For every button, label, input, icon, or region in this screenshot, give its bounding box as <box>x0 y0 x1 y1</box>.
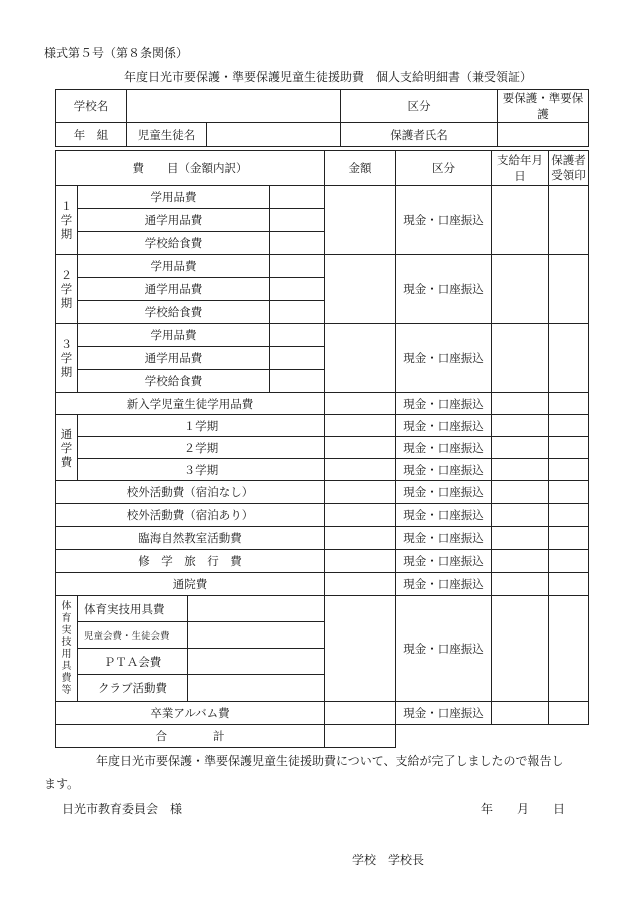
school-name-label: 学校名 <box>56 90 127 123</box>
new-enrollment-date[interactable] <box>492 393 549 415</box>
term-1-item-school-supplies: 学用品費 <box>78 186 270 209</box>
total-blank <box>396 725 589 748</box>
col-category-header: 区分 <box>396 151 492 186</box>
student-council-fee-amount-cell[interactable] <box>188 622 325 649</box>
outdoor-stay-amount[interactable] <box>325 504 396 527</box>
term-1-amount-cell[interactable] <box>270 232 325 255</box>
term-3-amount-cell[interactable] <box>270 370 325 393</box>
term-2-amount-cell[interactable] <box>270 301 325 324</box>
school-trip-item: 修 学 旅 行 費 <box>56 550 325 573</box>
term-1-seal[interactable] <box>549 186 589 255</box>
graduation-album-date[interactable] <box>492 702 549 725</box>
seaside-item: 臨海自然教室活動費 <box>56 527 325 550</box>
addressee: 日光市教育委員会 様 <box>62 802 183 816</box>
term-3-amount-cell[interactable] <box>270 347 325 370</box>
outdoor-no-stay-date[interactable] <box>492 481 549 504</box>
form-number: 様式第５号（第８条関係） <box>44 46 189 60</box>
col-item-header: 費 目（金額内訳） <box>56 151 325 186</box>
term-3-label: ３ 学 期 <box>56 324 78 393</box>
report-text-line-1: 年度日光市要保護・準要保護児童生徒援助費について、支給が完了しましたので報告し <box>96 754 564 768</box>
term-1-payment-method: 現金・口座振込 <box>396 186 492 255</box>
term-3-amount-cell[interactable] <box>270 324 325 347</box>
term-3-item-school-lunch: 学校給食費 <box>78 370 270 393</box>
pta-fee-item: ＰＴＡ会費 <box>78 649 188 675</box>
commute-term-3-amount[interactable] <box>325 459 396 481</box>
student-council-fee-item: 児童会費・生徒会費 <box>78 622 188 649</box>
commute-term-3: ３学期 <box>78 459 325 481</box>
term-2-item-school-supplies: 学用品費 <box>78 255 270 278</box>
outdoor-no-stay-amount[interactable] <box>325 481 396 504</box>
commute-term-2-payment-method: 現金・口座振込 <box>396 437 492 459</box>
school-trip-date[interactable] <box>492 550 549 573</box>
commute-term-2-amount[interactable] <box>325 437 396 459</box>
outdoor-no-stay-seal[interactable] <box>549 481 589 504</box>
new-enrollment-amount[interactable] <box>325 393 396 415</box>
club-activity-item: クラブ活動費 <box>78 675 188 702</box>
commute-term-1-amount[interactable] <box>325 415 396 437</box>
new-enrollment-item: 新入学児童生徒学用品費 <box>56 393 325 415</box>
term-2-payment-method: 現金・口座振込 <box>396 255 492 324</box>
term-2-amount-cell[interactable] <box>270 278 325 301</box>
pe-equipment-amount-cell[interactable] <box>188 596 325 622</box>
total-amount[interactable] <box>325 725 396 748</box>
outdoor-no-stay-item: 校外活動費（宿泊なし） <box>56 481 325 504</box>
term-2-date[interactable] <box>492 255 549 324</box>
hospital-date[interactable] <box>492 573 549 596</box>
graduation-album-seal[interactable] <box>549 702 589 725</box>
student-name-field[interactable] <box>207 123 341 147</box>
form-title: 年度日光市要保護・準要保護児童生徒援助費 個人支給明細書（兼受領証） <box>124 70 533 84</box>
col-amount-header: 金額 <box>325 151 396 186</box>
graduation-album-amount[interactable] <box>325 702 396 725</box>
term-1-item-commute-supplies: 通学用品費 <box>78 209 270 232</box>
main-table <box>55 150 589 748</box>
term-1-amount-cell[interactable] <box>270 209 325 232</box>
pe-equipment-item: 体育実技用具費 <box>78 596 188 622</box>
commute-term-1-seal[interactable] <box>549 415 589 437</box>
pe-label: 体 育 実 技 用 具 費 等 <box>56 596 78 702</box>
term-3-item-school-supplies: 学用品費 <box>78 324 270 347</box>
term-1-amount-cell[interactable] <box>270 186 325 209</box>
graduation-album-item: 卒業アルバム費 <box>56 702 325 725</box>
term-3-date[interactable] <box>492 324 549 393</box>
school-trip-amount[interactable] <box>325 550 396 573</box>
category-value: 要保護・準要保護 <box>498 90 589 123</box>
total-label: 合 計 <box>56 725 325 748</box>
hospital-seal[interactable] <box>549 573 589 596</box>
year-class-label: 年 組 <box>56 123 127 147</box>
new-enrollment-seal[interactable] <box>549 393 589 415</box>
term-1-item-school-lunch: 学校給食費 <box>78 232 270 255</box>
term-3-seal[interactable] <box>549 324 589 393</box>
term-2-seal[interactable] <box>549 255 589 324</box>
hospital-payment-method: 現金・口座振込 <box>396 573 492 596</box>
pe-date[interactable] <box>492 596 549 702</box>
commute-label: 通 学 費 <box>56 415 78 481</box>
school-trip-payment-method: 現金・口座振込 <box>396 550 492 573</box>
term-2-amount-cell[interactable] <box>270 255 325 278</box>
commute-term-1-payment-method: 現金・口座振込 <box>396 415 492 437</box>
commute-term-3-seal[interactable] <box>549 459 589 481</box>
outdoor-no-stay-payment-method: 現金・口座振込 <box>396 481 492 504</box>
school-name-field[interactable] <box>127 90 341 123</box>
signature-line: 学校 学校長 <box>352 853 425 867</box>
category-label: 区分 <box>341 90 498 123</box>
term-1-date[interactable] <box>492 186 549 255</box>
col-seal-header: 保護者 受領印 <box>549 151 589 186</box>
term-2-label: ２ 学 期 <box>56 255 78 324</box>
term-1-amount-total[interactable] <box>325 186 396 255</box>
guardian-name-label: 保護者氏名 <box>341 123 498 147</box>
commute-term-2-date[interactable] <box>492 437 549 459</box>
new-enrollment-payment-method: 現金・口座振込 <box>396 393 492 415</box>
pe-amount-total[interactable] <box>325 596 396 702</box>
outdoor-stay-item: 校外活動費（宿泊あり） <box>56 504 325 527</box>
term-3-amount-total[interactable] <box>325 324 396 393</box>
commute-term-2: ２学期 <box>78 437 325 459</box>
term-1-label: １ 学 期 <box>56 186 78 255</box>
outdoor-stay-date[interactable] <box>492 504 549 527</box>
commute-term-3-date[interactable] <box>492 459 549 481</box>
commute-term-1-date[interactable] <box>492 415 549 437</box>
pe-payment-method: 現金・口座振込 <box>396 596 492 702</box>
term-2-amount-total[interactable] <box>325 255 396 324</box>
outdoor-stay-seal[interactable] <box>549 504 589 527</box>
student-name-label: 児童生徒名 <box>127 123 207 147</box>
commute-term-3-payment-method: 現金・口座振込 <box>396 459 492 481</box>
club-activity-amount-cell[interactable] <box>188 675 325 702</box>
pe-seal[interactable] <box>549 596 589 702</box>
outdoor-stay-payment-method: 現金・口座振込 <box>396 504 492 527</box>
hospital-amount[interactable] <box>325 573 396 596</box>
term-2-item-commute-supplies: 通学用品費 <box>78 278 270 301</box>
guardian-name-field[interactable] <box>498 123 589 147</box>
commute-term-1: １学期 <box>78 415 325 437</box>
report-text-line-2: ます。 <box>44 777 80 791</box>
seaside-payment-method: 現金・口座振込 <box>396 527 492 550</box>
school-trip-seal[interactable] <box>549 550 589 573</box>
term-3-payment-method: 現金・口座振込 <box>396 324 492 393</box>
pta-fee-amount-cell[interactable] <box>188 649 325 675</box>
seaside-seal[interactable] <box>549 527 589 550</box>
col-date-header: 支給年月日 <box>492 151 549 186</box>
graduation-album-payment-method: 現金・口座振込 <box>396 702 492 725</box>
seaside-amount[interactable] <box>325 527 396 550</box>
seaside-date[interactable] <box>492 527 549 550</box>
term-2-item-school-lunch: 学校給食費 <box>78 301 270 324</box>
term-3-item-commute-supplies: 通学用品費 <box>78 347 270 370</box>
commute-term-2-seal[interactable] <box>549 437 589 459</box>
date-fields: 年 月 日 <box>481 802 566 816</box>
header-table <box>55 89 589 147</box>
hospital-item: 通院費 <box>56 573 325 596</box>
